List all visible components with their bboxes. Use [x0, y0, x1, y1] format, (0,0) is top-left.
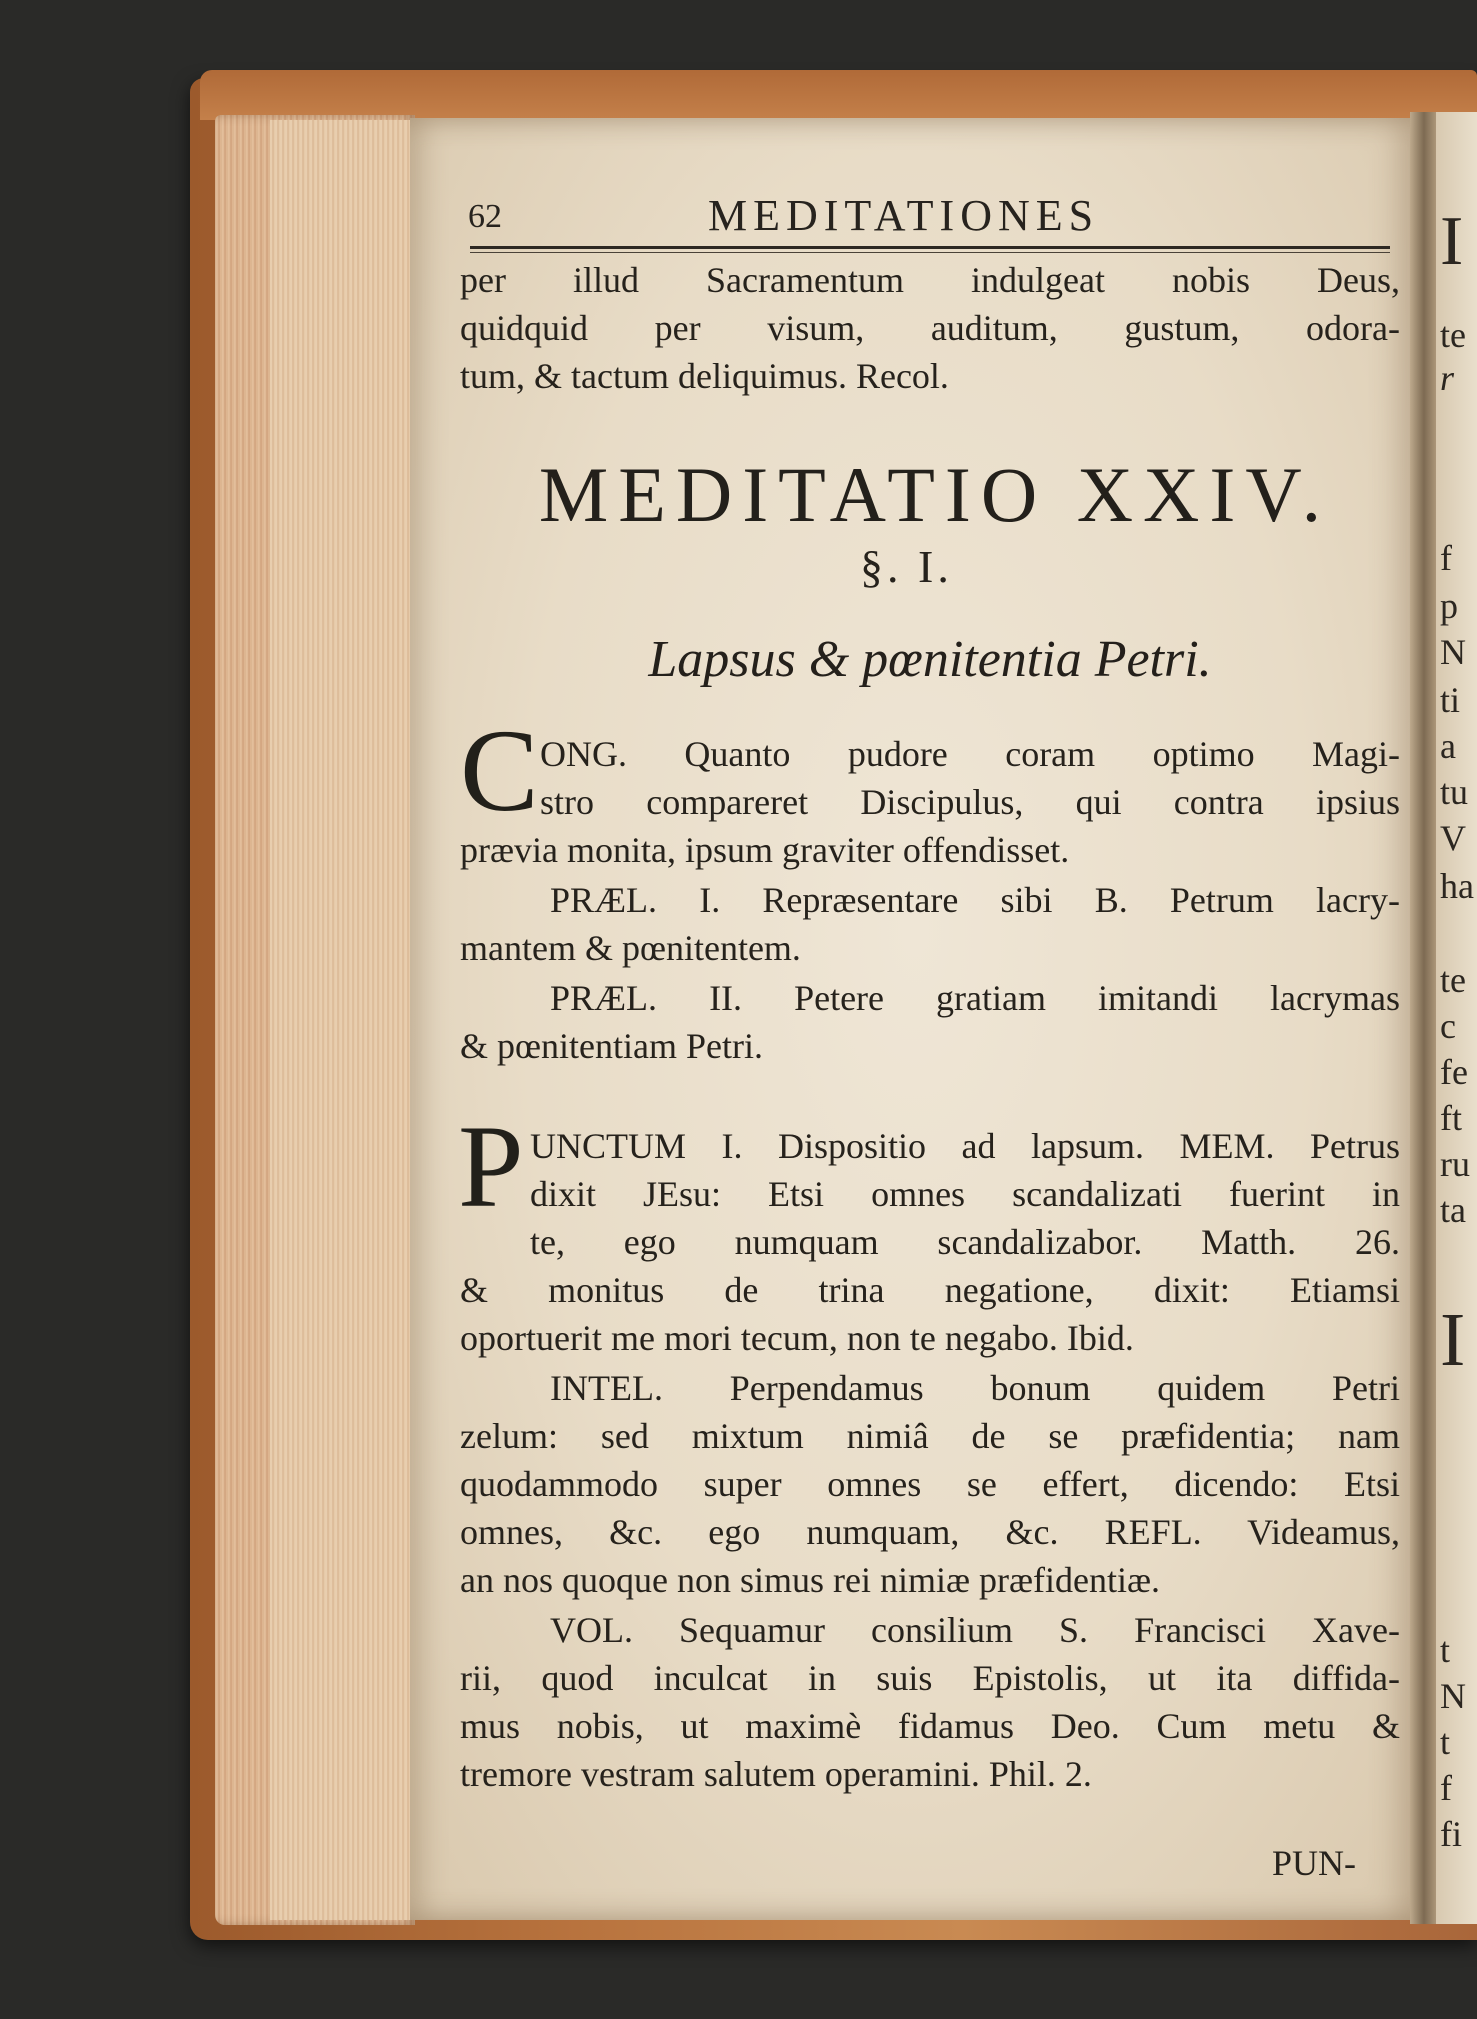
- facing-fragment: N: [1440, 632, 1466, 672]
- header-rule-thin: [470, 252, 1390, 253]
- body-line: UNCTUM I. Dispositio ad lapsum. MEM. Petrus: [530, 1126, 1400, 1166]
- facing-fragment: N: [1440, 1676, 1466, 1716]
- body-line: omnes, &c. ego numquam, &c. REFL. Videamus,: [460, 1512, 1400, 1552]
- facing-fragment: ru: [1440, 1144, 1470, 1184]
- facing-fragment: V: [1440, 818, 1466, 858]
- catchword: PUN-: [1272, 1843, 1357, 1883]
- book-gutter: [1410, 112, 1438, 1924]
- facing-fragment: fe: [1440, 1052, 1468, 1092]
- facing-fragment: fi: [1440, 1814, 1462, 1854]
- facing-fragment: t: [1440, 1722, 1451, 1762]
- facing-fragment: ha: [1440, 866, 1474, 906]
- body-line: PRÆL. II. Petere gratiam imitandi lacrymas: [550, 978, 1400, 1018]
- facing-page-fragment: [1436, 112, 1477, 1924]
- body-line: PRÆL. I. Repræsentare sibi B. Petrum lacry-: [550, 880, 1400, 920]
- facing-fragment: I: [1440, 1298, 1466, 1382]
- body-line: quidquid per visum, auditum, gustum, odora-: [460, 308, 1400, 348]
- facing-fragment: te: [1440, 315, 1466, 355]
- header-rule: [470, 246, 1390, 249]
- body-line: an nos quoque non simus rei nimiæ præfidentiæ.: [460, 1560, 1160, 1600]
- body-line: ONG. Quanto pudore coram optimo Magi-: [540, 734, 1400, 774]
- body-line: INTEL. Perpendamus bonum quidem Petri: [550, 1368, 1400, 1408]
- body-line: & pœnitentiam Petri.: [460, 1026, 763, 1066]
- facing-fragment: a: [1440, 726, 1456, 766]
- body-line: zelum: sed mixtum nimiâ de se præfidentia; nam: [460, 1416, 1400, 1456]
- body-line: te, ego numquam scandalizabor. Matth. 26.: [530, 1222, 1400, 1262]
- facing-fragment: tu: [1440, 772, 1469, 812]
- running-title: MEDITATIONES: [708, 191, 1100, 240]
- meditation-title: MEDITATIO XXIV.: [538, 451, 1332, 538]
- facing-fragment: ta: [1440, 1190, 1466, 1230]
- body-line: mus nobis, ut maximè fidamus Deo. Cum metu &: [460, 1706, 1400, 1746]
- body-line: per illud Sacramentum indulgeat nobis Deus,: [460, 260, 1400, 300]
- body-line: mantem & pœnitentem.: [460, 928, 801, 968]
- body-line: prævia monita, ipsum graviter offendisset.: [460, 830, 1070, 870]
- dropcap-c: C: [460, 705, 539, 836]
- facing-fragment: p: [1440, 586, 1458, 626]
- facing-fragment: ft: [1440, 1098, 1462, 1138]
- section-mark: §. I.: [860, 541, 953, 592]
- body-line: & monitus de trina negatione, dixit: Etiamsi: [460, 1270, 1400, 1310]
- body-line: stro compareret Discipulus, qui contra ipsius: [540, 782, 1400, 822]
- body-line: VOL. Sequamur consilium S. Francisci Xave-: [550, 1610, 1400, 1650]
- body-line: tremore vestram salutem operamini. Phil. 2.: [460, 1754, 1092, 1794]
- facing-fragment: ti: [1440, 680, 1461, 720]
- body-line: rii, quod inculcat in suis Epistolis, ut ita diffida-: [460, 1658, 1400, 1698]
- facing-fragment: I: [1440, 203, 1464, 280]
- facing-fragment: r: [1440, 358, 1455, 398]
- page-block-inner-edges: [270, 120, 415, 1920]
- body-line: tum, & tactum deliquimus. Recol.: [460, 356, 949, 396]
- meditation-subtitle: Lapsus & pœnitentia Petri.: [648, 631, 1212, 688]
- dropcap-p: P: [458, 1101, 524, 1232]
- page-number: 62: [468, 198, 502, 235]
- body-line: quodammodo super omnes se effert, dicendo: Etsi: [460, 1464, 1400, 1504]
- facing-fragment: c: [1440, 1006, 1456, 1046]
- facing-fragment: t: [1440, 1630, 1451, 1670]
- facing-fragment: te: [1440, 960, 1466, 1000]
- book-cover-top-edge: [200, 70, 1477, 120]
- facing-fragment: f: [1440, 538, 1452, 578]
- body-line: oportuerit me mori tecum, non te negabo. Ibid.: [460, 1318, 1134, 1358]
- facing-fragment: f: [1440, 1768, 1452, 1808]
- body-line: dixit JEsu: Etsi omnes scandalizati fuerint in: [530, 1174, 1400, 1214]
